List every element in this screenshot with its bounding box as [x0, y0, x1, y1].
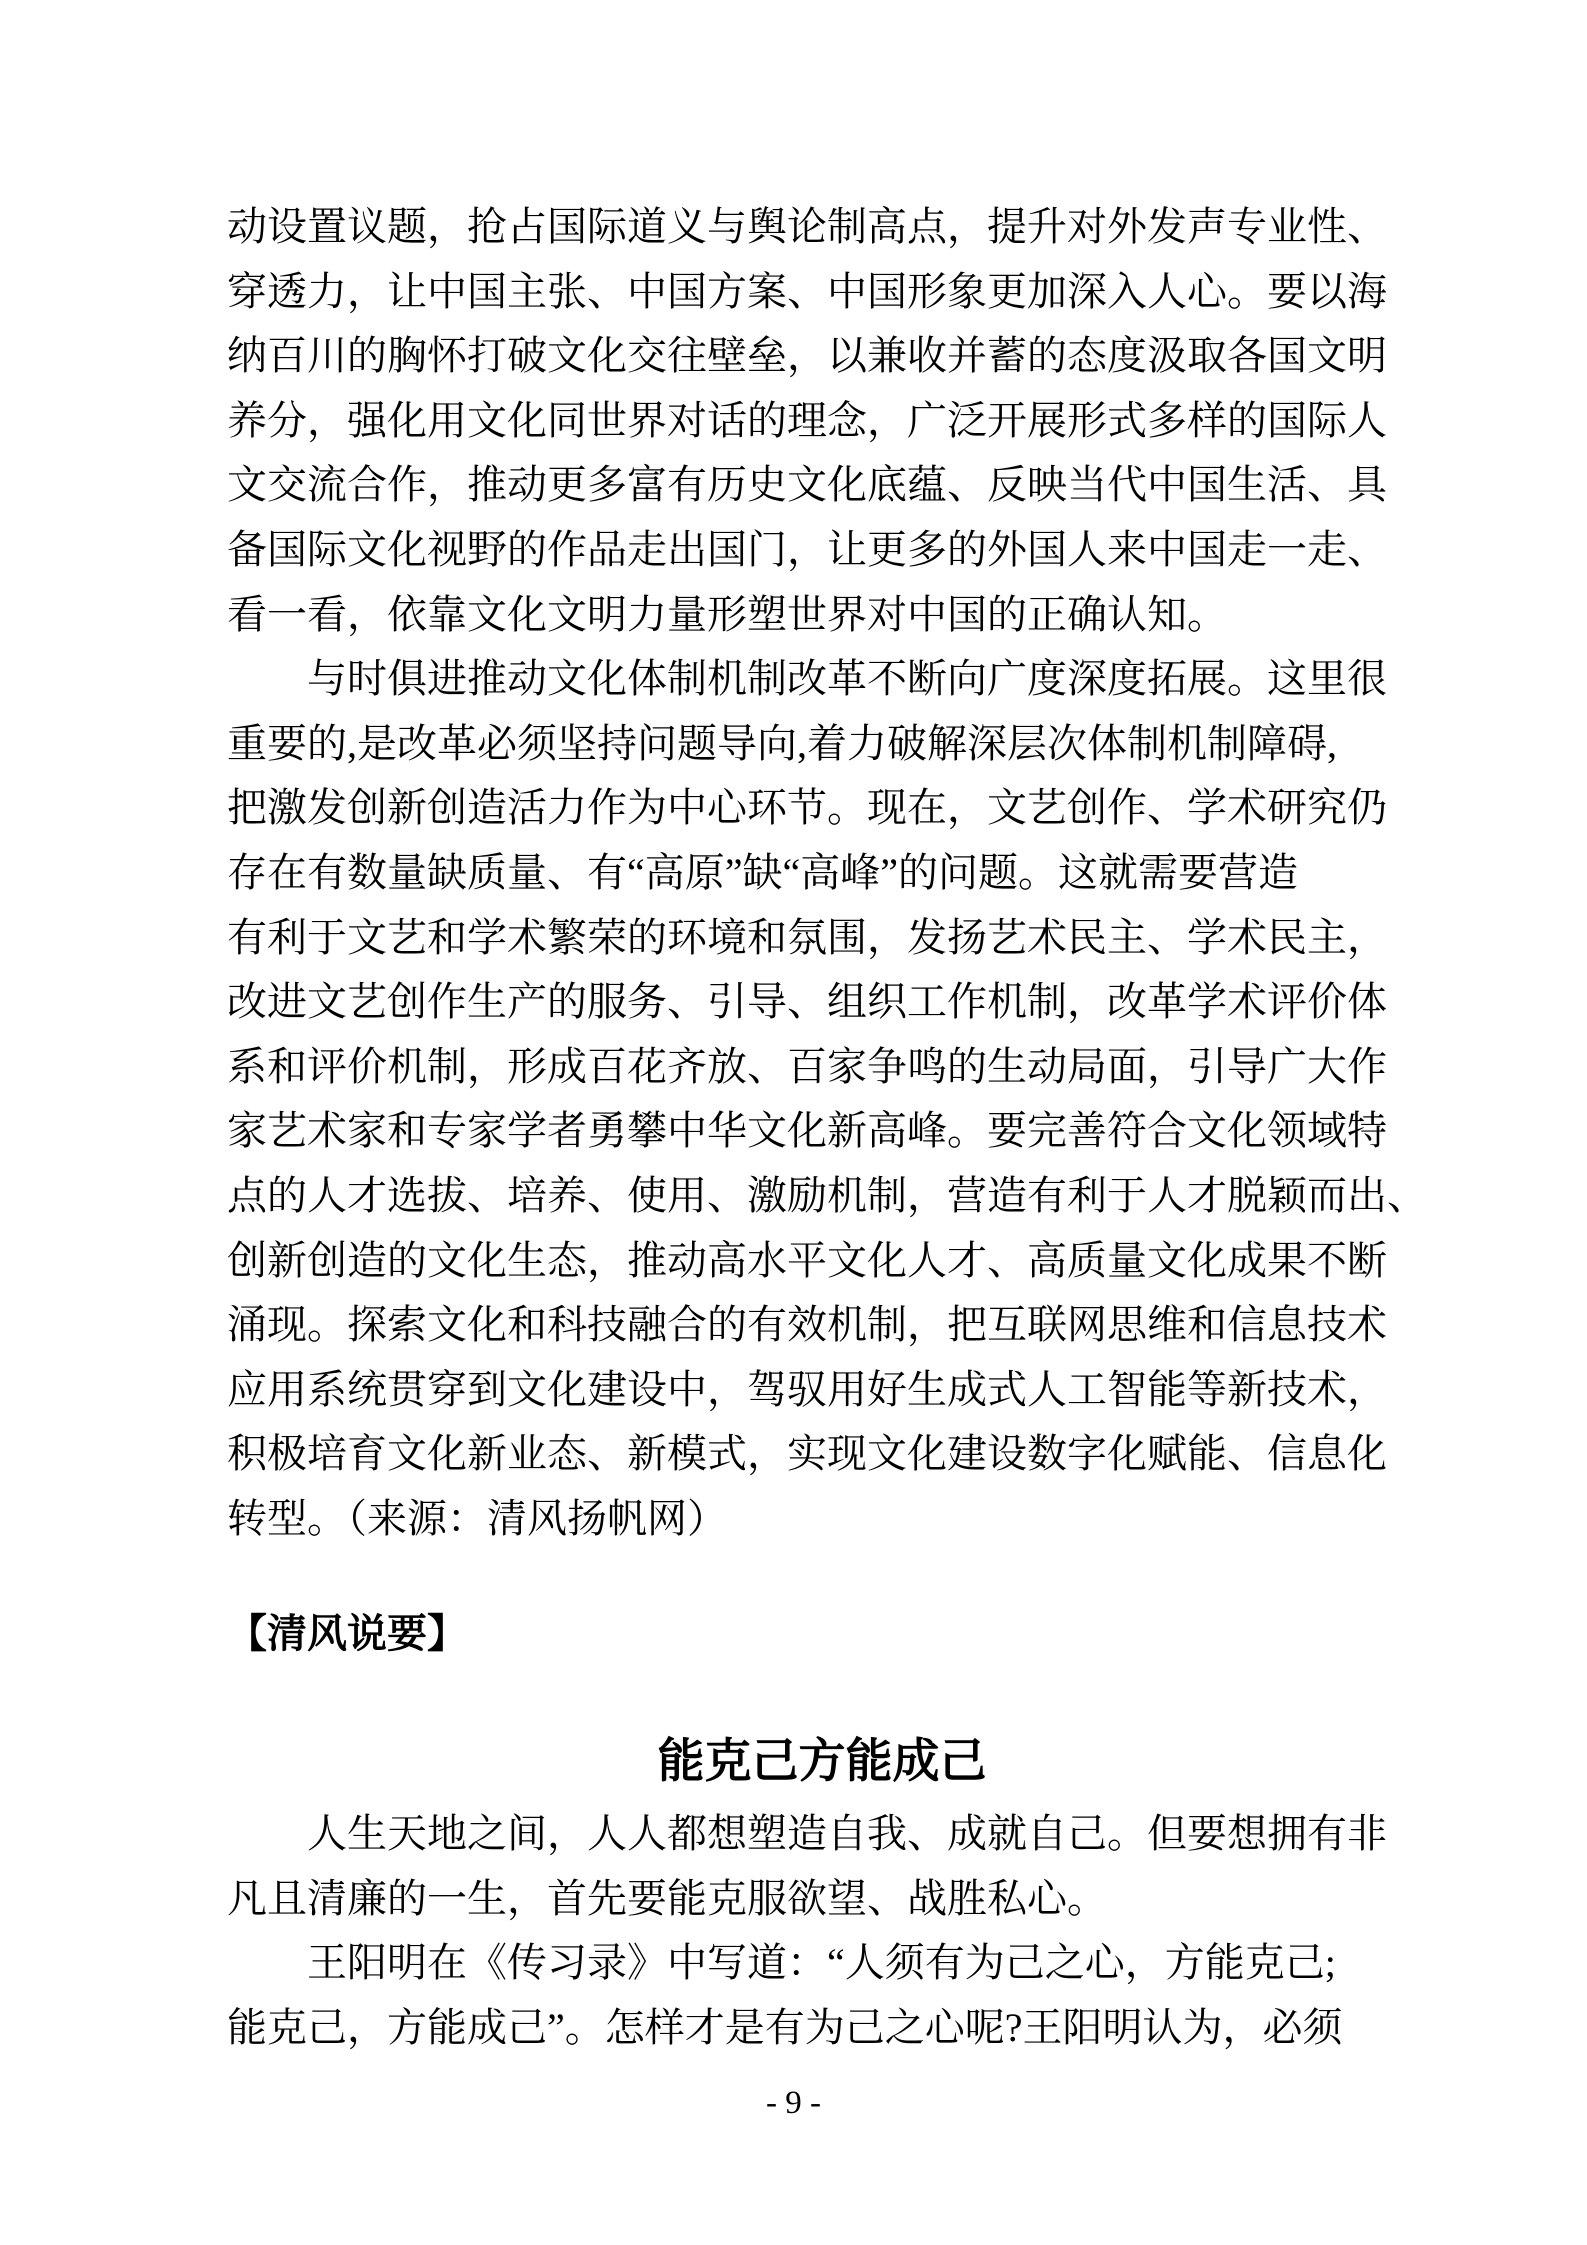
text-line: 动设置议题，抢占国际道义与舆论制高点，提升对外发声专业性、: [227, 204, 1387, 249]
text-line: 点的人才选拔、培养、使用、激励机制，营造有利于人才脱颖而出、: [227, 1172, 1427, 1218]
text-column: [227, 195, 1427, 2060]
text-line: 纳百川的胸怀打破文化交往壁垒，以兼收并蓄的态度汲取各国文明: [227, 333, 1387, 379]
paragraph-international-culture: [227, 195, 1417, 647]
text-line: 人生天地之间，人人都想塑造自我、成就自己。但要想拥有非: [227, 1811, 1387, 1857]
text-line: 有利于文艺和学术繁荣的环境和氛围，发扬艺术民主、学术民主，: [227, 914, 1387, 960]
text-line: 把激发创新创造活力作为中心环节。现在，文艺创作、学术研究仍: [227, 785, 1387, 831]
section-header: 【清风说要】: [227, 1611, 467, 1657]
text-line: 穿透力，让中国主张、中国方案、中国形象更加深入人心。要以海: [227, 268, 1387, 314]
paragraph-wang-yangming-quote: [227, 1931, 1417, 2060]
text-line: 王阳明在《传习录》中写道：“人须有为己之心，方能克己;: [227, 1940, 1336, 1986]
text-line: 看一看，依靠文化文明力量形塑世界对中国的正确认知。: [227, 591, 1227, 637]
text-line: 凡且清廉的一生，首先要能克服欲望、战胜私心。: [227, 1875, 1107, 1921]
text-line: 养分，强化用文化同世界对话的理念，广泛开展形式多样的国际人: [227, 397, 1387, 443]
text-line: 创新创造的文化生态，推动高水平文化人才、高质量文化成果不断: [227, 1237, 1387, 1283]
text-line: 转型。（来源：清风扬帆网）: [227, 1495, 727, 1541]
paragraph-culture-system-reform: [227, 647, 1427, 1551]
text-line: 改进文艺创作生产的服务、引导、组织工作机制，改革学术评价体: [227, 979, 1387, 1025]
text-line: 文交流合作，推动更多富有历史文化底蕴、反映当代中国生活、具: [227, 462, 1387, 508]
text-line: 家艺术家和专家学者勇攀中华文化新高峰。要完善符合文化领域特: [227, 1108, 1387, 1154]
text-line: 备国际文化视野的作品走出国门，让更多的外国人来中国走一走、: [227, 526, 1387, 572]
text-line: 能克己，方能成己”。怎样才是有为己之心呢?王阳明认为，必须: [227, 2004, 1343, 2050]
text-line: 存在有数量缺质量、有“高原”缺“高峰”的问题。这就需要营造: [227, 849, 1299, 895]
text-line: 系和评价机制，形成百花齐放、百家争鸣的生动局面，引导广大作: [227, 1043, 1387, 1089]
text-line: 积极培育文化新业态、新模式，实现文化建设数字化赋能、信息化: [227, 1431, 1387, 1477]
text-line: 应用系统贯穿到文化建设中，驾驭用好生成式人工智能等新技术，: [227, 1366, 1387, 1412]
page-number: - 9 -: [766, 2085, 821, 2121]
article-title: 能克己方能成己: [657, 1736, 987, 1789]
text-line: 与时俱进推动文化体制机制改革不断向广度深度拓展。这里很: [227, 656, 1387, 702]
paragraph-self-cultivation: [227, 1802, 1417, 1931]
text-line: 涌现。探索文化和科技融合的有效机制，把互联网思维和信息技术: [227, 1302, 1387, 1348]
text-line: 重要的,是改革必须坚持问题导向,着力破解深层次体制机制障碍,: [227, 720, 1337, 766]
